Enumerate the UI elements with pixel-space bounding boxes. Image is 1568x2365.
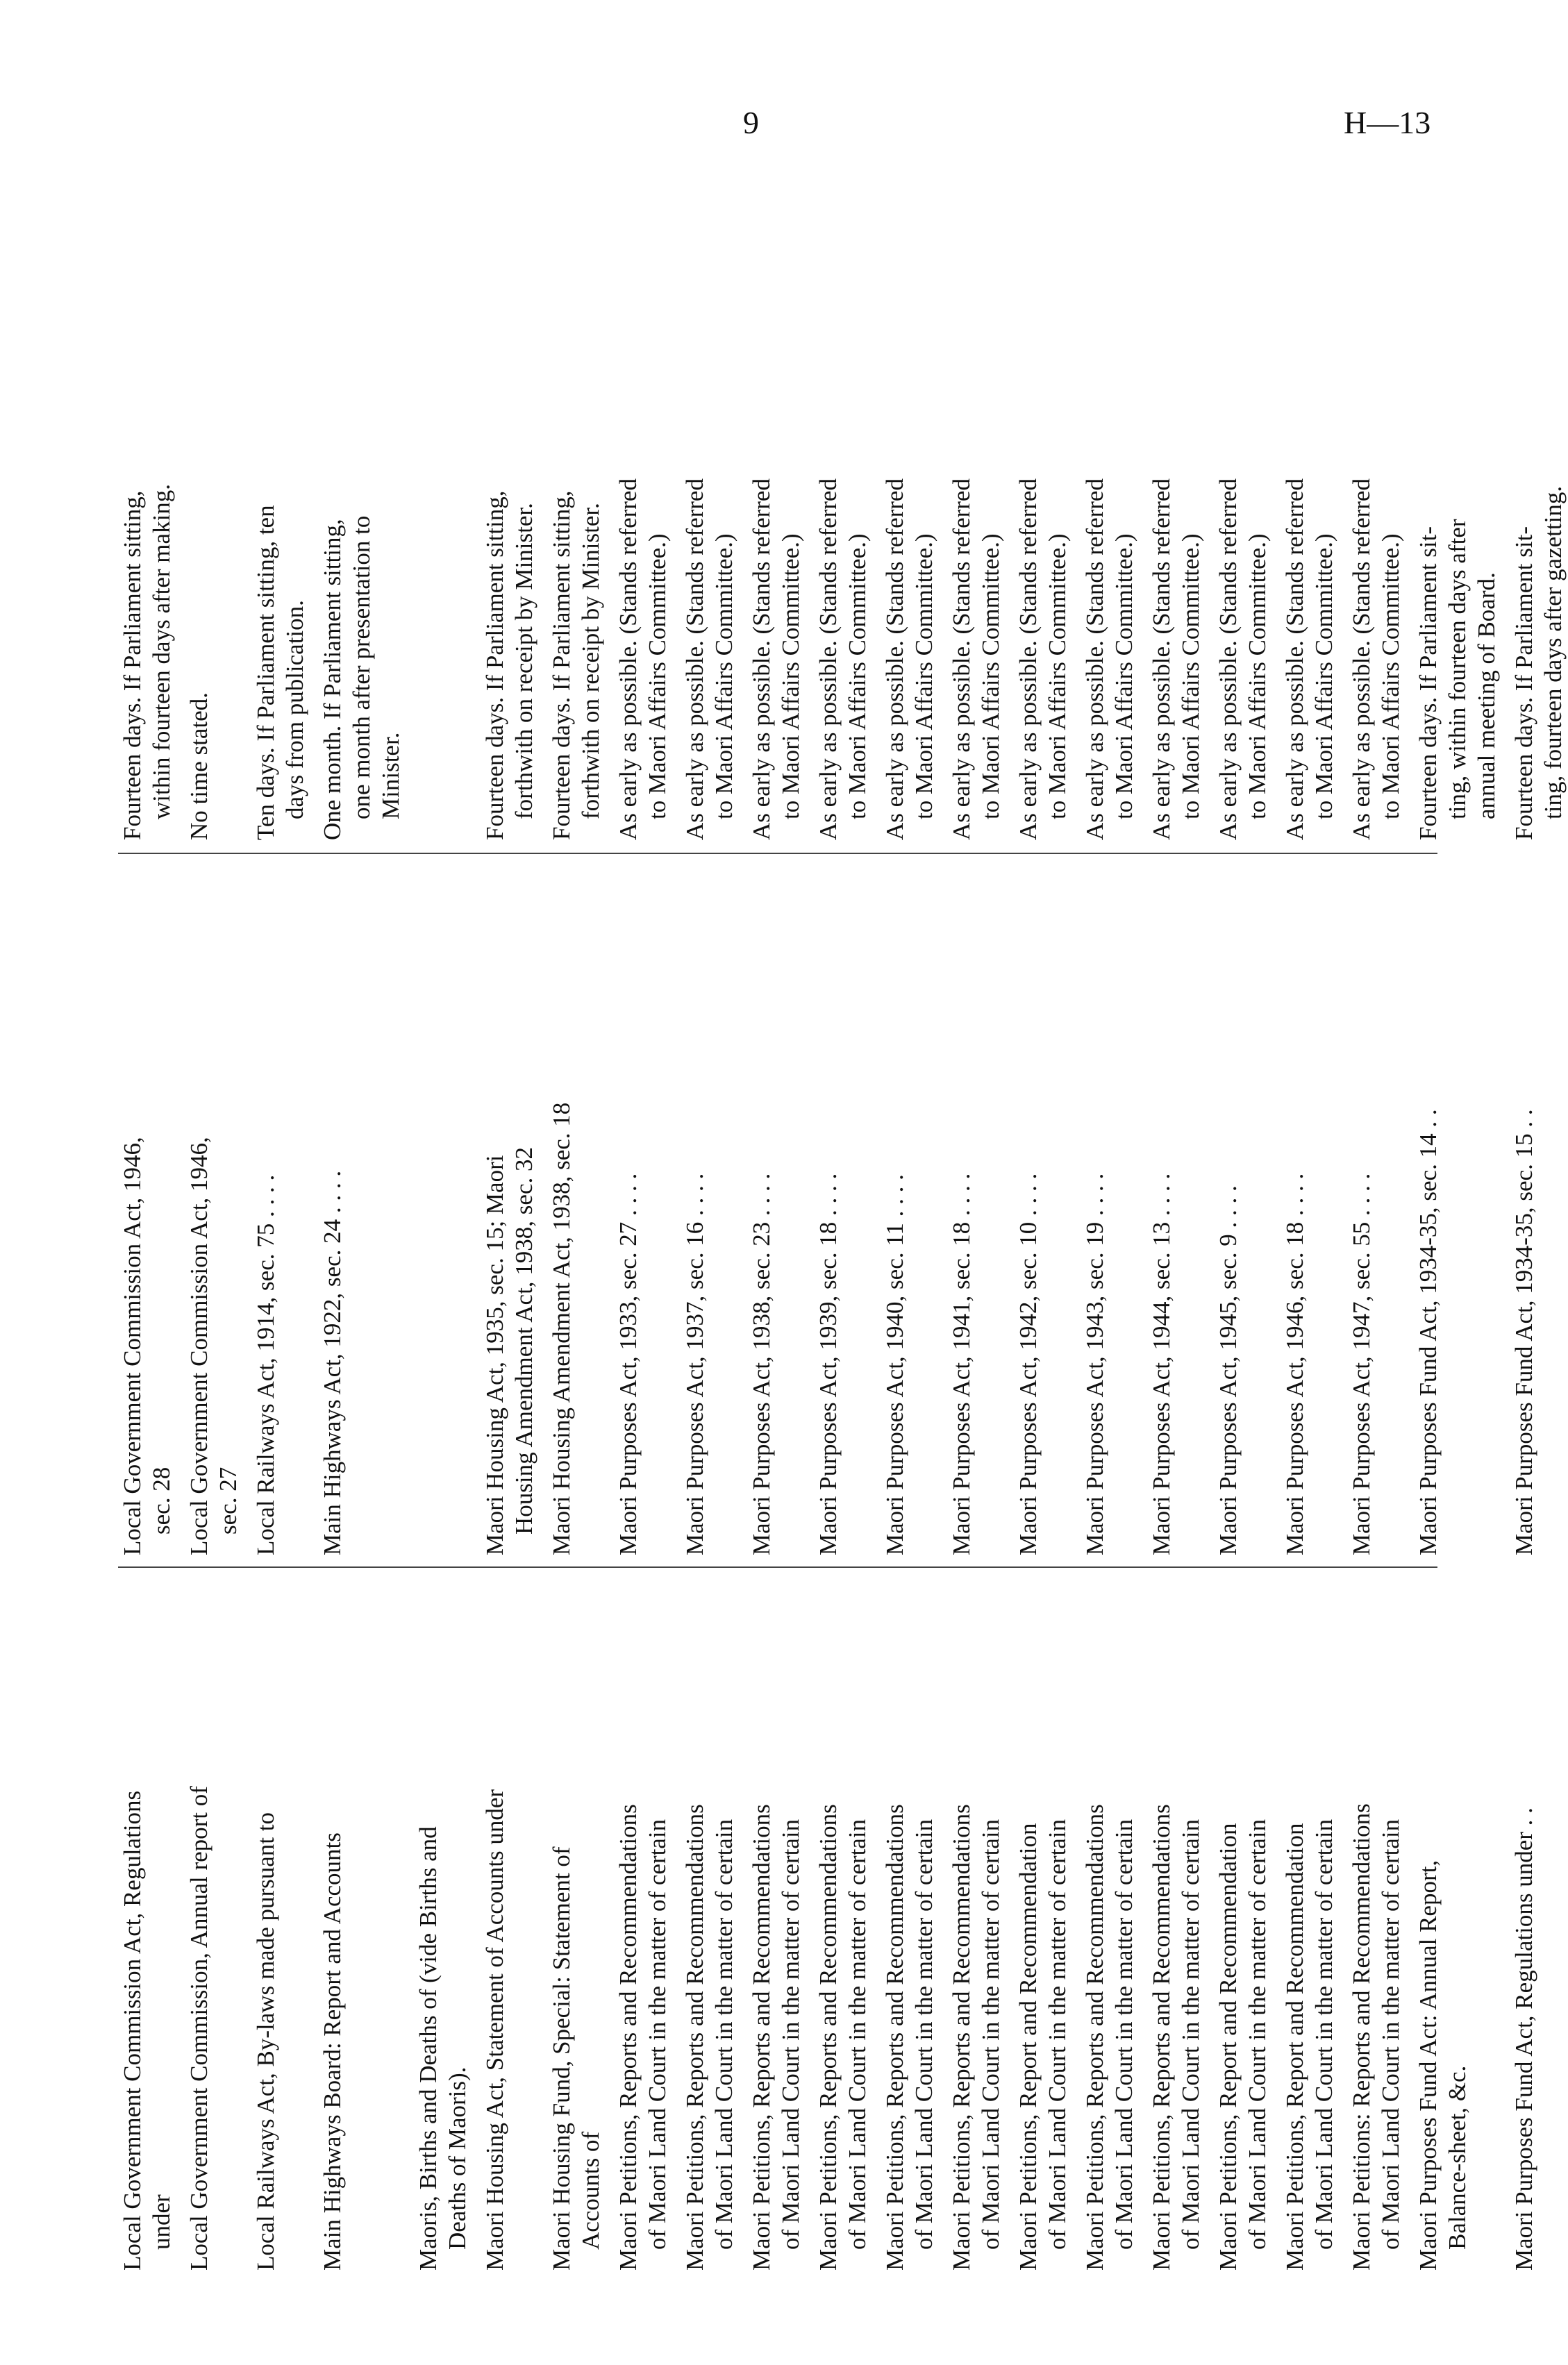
subject-cell: [1014, 1576, 1072, 2271]
authority-cell: [1347, 861, 1376, 1555]
authority-line: Maori Purposes Fund Act, 1934-35, sec. 14 . .: [1415, 1109, 1442, 1555]
authority-line: Maori Purposes Act, 1941, sec. 18 . . . .: [948, 1173, 975, 1555]
rotated-table: [104, 257, 1567, 2271]
subject-line: Maori Petitions, Reports and Recommendations: [615, 1804, 642, 2271]
subject-line: of Maori Land Court in the matter of certain: [910, 1819, 937, 2250]
subject-line: Maori Petitions, Reports and Recommendations: [815, 1804, 842, 2271]
subject-cell: [947, 1576, 1006, 2271]
period-line: ting, fourteen days after gazetting.: [1540, 485, 1567, 819]
authority-cell: [1510, 861, 1539, 1555]
authority-cell: [747, 861, 776, 1555]
period-cell: [947, 257, 1006, 840]
subject-line: under: [148, 2194, 175, 2250]
authority-line: Maori Purposes Act, 1937, sec. 16 . . . .: [681, 1173, 708, 1555]
subject-line: Maori Petitions, Report and Recommendation: [1215, 1823, 1242, 2271]
subject-line: of Maori Land Court in the matter of certain: [1377, 1819, 1404, 2250]
period-cell: [1281, 257, 1339, 840]
period-line: As early as possible. (Stands referred: [681, 478, 708, 840]
subject-cell: [251, 1576, 281, 2271]
subject-cell: [185, 1576, 214, 2271]
period-line: within fourteen days after making.: [148, 483, 175, 819]
subject-line: Maori Petitions, Report and Recommendation: [1015, 1823, 1042, 2271]
period-line: As early as possible. (Stands referred: [815, 478, 842, 840]
period-line: to Maori Affairs Committee.): [844, 533, 871, 819]
subject-line: Maori Housing Fund, Special: Statement of: [548, 1846, 575, 2271]
subject-cell: [881, 1576, 939, 2271]
period-cell: [318, 257, 406, 840]
authority-line: Maori Purposes Act, 1939, sec. 18 . . . .: [815, 1173, 842, 1555]
subject-line: Main Highways Board: Report and Accounts: [319, 1832, 346, 2271]
period-cell: [1510, 257, 1568, 840]
period-line: forthwith on receipt by Minister.: [577, 503, 604, 819]
subject-cell: [1081, 1576, 1139, 2271]
subject-line: Maori Petitions, Reports and Recommendations: [1081, 1804, 1108, 2271]
subject-cell: [614, 1576, 672, 2271]
period-cell: [185, 257, 214, 840]
subject-line: Maori Petitions, Reports and Recommendations: [748, 1804, 775, 2271]
subject-cell: [414, 1576, 472, 2271]
authority-line: Maori Purposes Act, 1940, sec. 11 . . . .: [881, 1174, 908, 1555]
subject-line: Deaths of Maoris).: [444, 2066, 471, 2250]
period-cell: [251, 257, 310, 840]
period-cell: [1014, 257, 1072, 840]
subject-cell: [118, 1576, 176, 2271]
period-cell: [547, 257, 606, 840]
authority-line: Maori Purposes Act, 1942, sec. 10 . . . .: [1015, 1173, 1042, 1555]
period-cell: [814, 257, 872, 840]
authority-cell: [185, 861, 243, 1555]
authority-line: Main Highways Act, 1922, sec. 24 . . . .: [319, 1170, 346, 1555]
subject-line: of Maori Land Court in the matter of certain: [1244, 1819, 1271, 2250]
subject-line: of Maori Land Court in the matter of certain: [844, 1819, 871, 2250]
period-cell: [614, 257, 672, 840]
subject-line: of Maori Land Court in the matter of certain: [644, 1819, 671, 2250]
period-line: As early as possible. (Stands referred: [948, 478, 975, 840]
period-line: Fourteen days. If Parliament sit-: [1415, 526, 1442, 840]
subject-line: Maori Petitions, Reports and Recommendations: [1148, 1804, 1175, 2271]
period-cell: [681, 257, 739, 840]
authority-cell: [251, 861, 281, 1555]
authority-cell: [1214, 861, 1243, 1555]
subject-line: Local Government Commission Act, Regulations: [119, 1790, 146, 2271]
subject-line: of Maori Land Court in the matter of certain: [1177, 1819, 1204, 2250]
authority-line: Maori Purposes Act, 1947, sec. 55 . . . .: [1348, 1173, 1375, 1555]
period-line: to Maori Affairs Committee.): [777, 533, 804, 819]
period-line: annual meeting of Board.: [1473, 572, 1500, 819]
period-line: to Maori Affairs Committee.): [977, 533, 1004, 819]
period-line: As early as possible. (Stands referred: [1348, 478, 1375, 840]
subject-cell: [1281, 1576, 1339, 2271]
authority-line: Maori Purposes Fund Act, 1934-35, sec. 15 . .: [1510, 1109, 1537, 1555]
period-cell: [881, 257, 939, 840]
subject-line: of Maori Land Court in the matter of certain: [710, 1819, 737, 2250]
subject-line: Maori Petitions, Report and Recommendation: [1281, 1823, 1308, 2271]
subject-cell: [547, 1576, 606, 2271]
period-line: to Maori Affairs Committee.): [1244, 533, 1271, 819]
authority-line: Maori Purposes Act, 1938, sec. 23 . . . .: [748, 1173, 775, 1555]
page-reference: H—13: [1344, 105, 1431, 140]
subject-line: Accounts of: [577, 2131, 604, 2250]
period-line: As early as possible. (Stands referred: [1081, 478, 1108, 840]
period-line: Minister.: [377, 732, 404, 819]
subject-cell: [1510, 1576, 1539, 2271]
authority-cell: [1014, 861, 1043, 1555]
authority-cell: [481, 861, 539, 1555]
authority-cell: [947, 861, 976, 1555]
authority-line: Maori Purposes Act, 1946, sec. 18 . . . .: [1281, 1173, 1308, 1555]
page-number: 9: [743, 105, 759, 140]
subject-line: of Maori Land Court in the matter of certain: [1110, 1819, 1137, 2250]
subject-line: Maoris, Births and Deaths of (vide Births and: [415, 1826, 442, 2271]
period-line: to Maori Affairs Committee.): [1377, 533, 1404, 819]
authority-cell: [614, 861, 643, 1555]
subject-line: of Maori Land Court in the matter of certain: [1310, 1819, 1337, 2250]
period-line: Fourteen days. If Parliament sitting,: [481, 490, 508, 840]
authority-cell: [881, 861, 910, 1555]
authority-line: Maori Purposes Act, 1933, sec. 27 . . . .: [615, 1173, 642, 1555]
period-line: As early as possible. (Stands referred: [1215, 478, 1242, 840]
authority-line: Local Government Commission Act, 1946,: [119, 1137, 146, 1555]
period-line: As early as possible. (Stands referred: [881, 478, 908, 840]
subject-line: Maori Purposes Fund Act, Regulations under . .: [1510, 1807, 1537, 2271]
period-line: No time stated.: [185, 692, 212, 840]
period-line: As early as possible. (Stands referred: [1148, 478, 1175, 840]
period-line: to Maori Affairs Committee.): [1310, 533, 1337, 819]
authority-line: sec. 27: [215, 1466, 242, 1535]
subject-cell: [1414, 1576, 1472, 2271]
subject-cell: [1347, 1576, 1406, 2271]
subject-line: Local Government Commission, Annual report of: [185, 1786, 212, 2271]
subject-cell: [1147, 1576, 1206, 2271]
period-cell: [1147, 257, 1206, 840]
subject-line: Maori Petitions: Reports and Recommendations: [1348, 1803, 1375, 2271]
period-line: to Maori Affairs Committee.): [1110, 533, 1137, 819]
subject-line: Maori Petitions, Reports and Recommendations: [681, 1804, 708, 2271]
authority-line: Maori Purposes Act, 1943, sec. 19 . . . .: [1081, 1173, 1108, 1555]
subject-cell: [1214, 1576, 1272, 2271]
period-cell: [1347, 257, 1406, 840]
subject-cell: [481, 1576, 510, 2271]
subject-line: Local Railways Act, By-laws made pursuant to: [252, 1812, 279, 2271]
authority-line: Maori Purposes Act, 1945, sec. 9 . . . .: [1215, 1185, 1242, 1555]
subject-line: Maori Purposes Fund Act: Annual Report,: [1415, 1860, 1442, 2271]
authority-line: Maori Housing Amendment Act, 1938, sec. 18: [548, 1102, 575, 1555]
authority-line: Local Railways Act, 1914, sec. 75 . . . .: [252, 1174, 279, 1555]
period-line: to Maori Affairs Committee.): [1044, 533, 1071, 819]
authority-cell: [814, 861, 843, 1555]
period-line: As early as possible. (Stands referred: [748, 478, 775, 840]
subject-line: of Maori Land Court in the matter of certain: [977, 1819, 1004, 2250]
period-line: As early as possible. (Stands referred: [1281, 478, 1308, 840]
period-cell: [1414, 257, 1501, 840]
authority-cell: [1081, 861, 1110, 1555]
period-line: As early as possible. (Stands referred: [615, 478, 642, 840]
column-divider: [118, 853, 1437, 854]
period-line: to Maori Affairs Committee.): [1177, 533, 1204, 819]
authority-line: Housing Amendment Act, 1938, sec. 32: [510, 1146, 537, 1535]
period-line: forthwith on receipt by Minister.: [510, 503, 537, 819]
subject-line: of Maori Land Court in the matter of certain: [1044, 1819, 1071, 2250]
authority-line: Maori Housing Act, 1935, sec. 15; Maori: [481, 1155, 508, 1555]
subject-line: Maori Petitions, Reports and Recommendations: [948, 1804, 975, 2271]
period-line: Fourteen days. If Parliament sit-: [1510, 526, 1537, 840]
period-line: to Maori Affairs Committee.): [910, 533, 937, 819]
subject-line: of Maori Land Court in the matter of certain: [777, 1819, 804, 2250]
period-cell: [747, 257, 806, 840]
period-cell: [118, 257, 176, 840]
column-divider: [118, 1566, 1437, 1568]
period-line: to Maori Affairs Committee.): [710, 533, 737, 819]
authority-cell: [118, 861, 176, 1555]
authority-cell: [1414, 861, 1443, 1555]
period-line: As early as possible. (Stands referred: [1015, 478, 1042, 840]
authority-cell: [547, 861, 576, 1555]
period-line: Ten days. If Parliament sitting, ten: [252, 505, 279, 840]
subject-line: Balance-sheet, &c.: [1444, 2065, 1471, 2250]
subject-line: Maori Petitions, Reports and Recommendations: [881, 1804, 908, 2271]
period-cell: [1081, 257, 1139, 840]
period-line: one month after presentation to: [348, 515, 375, 819]
period-cell: [481, 257, 539, 840]
subject-cell: [681, 1576, 739, 2271]
authority-cell: [681, 861, 710, 1555]
period-line: to Maori Affairs Committee.): [644, 533, 671, 819]
subject-cell: [814, 1576, 872, 2271]
subject-cell: [747, 1576, 806, 2271]
period-line: One month. If Parliament sitting,: [319, 519, 346, 840]
period-line: Fourteen days. If Parliament sitting,: [548, 490, 575, 840]
subject-cell: [318, 1576, 347, 2271]
authority-line: Maori Purposes Act, 1944, sec. 13 . . . .: [1148, 1173, 1175, 1555]
period-line: days from publication.: [281, 600, 308, 819]
period-line: ting, within fourteen days after: [1444, 519, 1471, 819]
authority-line: Local Government Commission Act, 1946,: [185, 1137, 212, 1555]
subject-line: Maori Housing Act, Statement of Accounts under: [481, 1789, 508, 2271]
authority-line: sec. 28: [148, 1466, 175, 1535]
authority-cell: [1147, 861, 1176, 1555]
period-line: Fourteen days. If Parliament sitting,: [119, 490, 146, 840]
authority-cell: [318, 861, 347, 1555]
authority-cell: [1281, 861, 1310, 1555]
period-cell: [1214, 257, 1272, 840]
